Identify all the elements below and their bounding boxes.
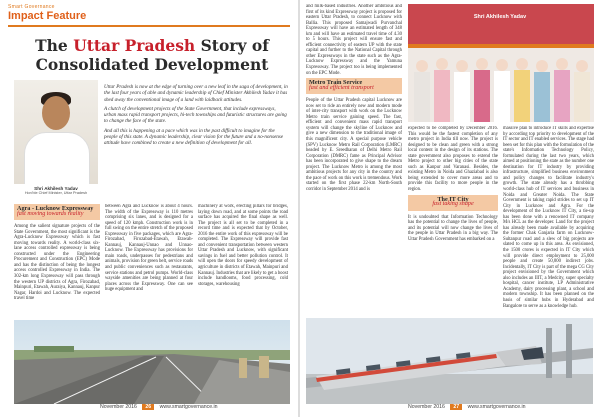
it-subheading: fast taking shape — [432, 201, 474, 208]
footer-site[interactable]: www.smartgovernance.in — [467, 404, 526, 410]
expressway-photo — [14, 320, 290, 404]
article-column-6 — [503, 126, 594, 314]
metro-train-photo — [306, 318, 593, 404]
article-column-1 — [14, 204, 100, 318]
caption-name: Shri Akhilesh Yadav — [34, 186, 78, 191]
column-text: People of the Uttar Pradesh capital Lucknow are now set to ride an entirely new and modern mode of inter-city transport with work on the Lucknow Metro train service gaining speed. The fast, efficient and convenient mass rapid transport system will change the skyline of Lucknow and give a new dimension to the traditional image of this magnificent city. A special purpose vehicle (SPV) Lucknow Metro Rail Corporation (LMRC) headed by E. Sreedharan of Delhi Metro Rail Corporation (DMRC) fame as Principal Advisor has been incorporated to give shape to the dream project. The Lucknow Metro is among the most ambitious projects for any city in the country and the pace of work on this work is tremendous. Work started on the first phase 22-km North-South corridor in September 2014 and is — [306, 98, 402, 192]
agra-subheading: fast moving towards reality — [17, 210, 84, 217]
it-subhead-box — [408, 195, 498, 211]
lead-paragraph: A clutch of development projects of the State Government, that include expressways, urban mass rapid transport projects, hi-tech townships and futuristic structures are going to change the face of the state. — [104, 105, 287, 125]
it-heading: The IT City — [437, 195, 469, 203]
column-text: It is undoubted that Information Technology has the potential to change the lives of people, and its potential will now change the lives of the people in Uttar Pradesh in a big way. The Uttar Pradesh Government has embarked on a — [408, 214, 498, 242]
column-text: and milk-based industries. Another ambitious and first of its kind Expressway project is proposed for eastern Uttar Pradesh, to connect Lucknow with Ballia. This proposed Samajwadi Purvanchal Expressway will have an estimated length of 348 km and will have an estimated travel time of 4.30 to 5 hours. This project will ensure fast and efficient connectivity of eastern UP with the state capital and further to the National Capital through other Expressways in the state such as the Agra-Lucknow Expressway and the Yamuna Expressway. The project too is being implemented on the EPC Mode. — [306, 4, 402, 76]
event-banner-text: Shri Akhilesh Yadav — [473, 14, 527, 20]
lead-paragraph: Uttar Pradesh is now at the edge of turning over a new leaf in the saga of development, in the last four years of able and dynamic leadership of Chief Minister Akhilesh Yadav it has shed away the conventional image of a land with laidback attitudes. — [104, 84, 288, 103]
section-label-small: Smart Governance — [8, 4, 55, 10]
section-rule — [8, 25, 290, 27]
column-text: Among the salient signature projects of the State Government, the most significant is the Agra-Lucknow Expressway which is fast moving towards reality. A world-class six-lane access controlled expressway is being constructed under the Engineering Procurement and Construction (EPC) Mode and has the distinction of being the longest access controlled Expressway in India. The 302-km long Expressway will pass through the western UP districts of Agra, Firozabad, Mainpuri, Etawah, Auraiya, Kannauj, Kanpur Nagar, Hardoi and Lucknow. The expected travel time — [14, 224, 100, 302]
footer-page-number: 27 — [450, 404, 462, 410]
article-column-2 — [105, 204, 193, 318]
lead-text — [104, 84, 288, 150]
footer-page-number: 26 — [142, 404, 154, 410]
portrait-photo — [14, 80, 98, 184]
footer-month: November 2016 — [100, 404, 137, 410]
article-title — [14, 36, 290, 74]
footer-month: November 2016 — [408, 404, 445, 410]
metro-heading: Metro Train Service — [309, 79, 363, 87]
portrait-caption — [14, 186, 98, 195]
title-suffix: Story of Consolidated Development — [35, 36, 269, 74]
section-label-big: Impact Feature — [8, 10, 87, 22]
page-gutter — [298, 0, 300, 417]
footer-site[interactable]: www.smartgovernance.in — [159, 404, 218, 410]
agra-subhead-box — [14, 204, 100, 220]
article-column-5 — [408, 126, 498, 314]
column-text: machinery at work, erecting pillars for bridges, laying down road, and at some points the road surface has acquired the final shape as well. The project is all set to be completed in a record time and is expected that by October, 2016 the entire work of this expressway will be completed. The Expressway will provide fast and convenient transportation between western Uttar Pradesh and Lucknow, with significant savings in fuel and better pollution control. It will open the doors for speedy development of agriculture in districts of Etawah, Mainpuri and Kannauj. Industries that are likely to get a boost include handlooms, food processing, cold storages, warehousing — [198, 204, 288, 287]
title-accent: Uttar Pradesh — [73, 36, 196, 55]
column-text: between Agra and Lucknow is about 4 hours. The width of the Expressway is 110 metres comprising six lanes, and is designed for a speed of 120 kmph. Construction work is in full swing on the entire stretch of the proposed Expressway in five packages, which are Agra-Firozabad, Firozabad-Etawah, Etawah-Kannauj, Kannauj-Unnao and Unnao-Lucknow. The Expressway has provisions for main roads, underpasses for pedestrians and animals, provision for green belt, service roads and public conveniences such as restaurants, service stations and petrol pumps. World-class wayside amenities are being planned at four places across the Expressway. One can see huge equipment and — [105, 204, 193, 293]
footer-right — [408, 404, 526, 413]
event-photo — [408, 4, 594, 122]
title-prefix: The — [35, 36, 68, 55]
metro-subhead-box — [306, 78, 402, 94]
column-text: expected to be completed by December 2016. This would be the fastest completion of any metro project in India till now. The project is designed to be clean and green with a strong local content in the design of its stations. The state government also proposes to extend the Metro project to other big cities of the state such as Kanpur and Varanasi. Besides, the existing Metro in Noida and Ghaziabad is also being extended to cover more areas and to provide this facility to more people in the region. — [408, 126, 498, 193]
article-column-4 — [306, 4, 402, 304]
lead-paragraph: And all this is happening at a pace which was in the past difficult to imagine for the people of this state. A dynamic leadership, clear vision for the future and a no-nonsense attitude have combined to create a new definition of development for all. — [104, 127, 284, 147]
caption-role: Hon'ble Chief Minister, Uttar Pradesh — [24, 191, 88, 195]
section-header — [8, 4, 86, 22]
footer-left — [100, 404, 218, 413]
article-column-3 — [198, 204, 288, 318]
agra-heading: Agra - Lucknow Expressway — [17, 205, 94, 212]
column-text: massive plan to introduce IT skills and expertise by according top priority to development of the IT sector and IT enabled services. The stage had been set for this plan with the formulation of the state's Information Technology Policy, formulated during the last two years, which aimed at positioning the state as the number one destination for IT industry by providing infrastructure, simplified business environment and policy changes to facilitate industry's growth. The state already has a throbbing world-class hub of IT services and business in Noida and Greater Noida. The State Government is taking rapid strides to set up IT City in Lucknow and Agra. For the development of the Lucknow IT City, a tie-up has been done with a renowned IT company M/s HCL as the developer. Land for the project has already been made available by acquiring the former Chak Ganjaria farm on Lucknow-Sultanpur road and a slew of big projects are slated to come up in this area. As envisioned, the 1500 crores is expected in IT City which will provide direct employment to 25,000 people and create 50,000 indirect jobs. Incidentally, IT City is part of the mega CG City project envisioned by the Government which also includes an IIIT, a Medcity, super specialty hospital, cancer institute, LP Administrative Academy, dairy processing plant, a school and modern township. It has been planned on the basis of similar hubs in Hyderabad and Bangalore to serve as a knowledge hub. — [503, 126, 594, 309]
metro-subheading: fast and efficient transport — [309, 84, 374, 91]
